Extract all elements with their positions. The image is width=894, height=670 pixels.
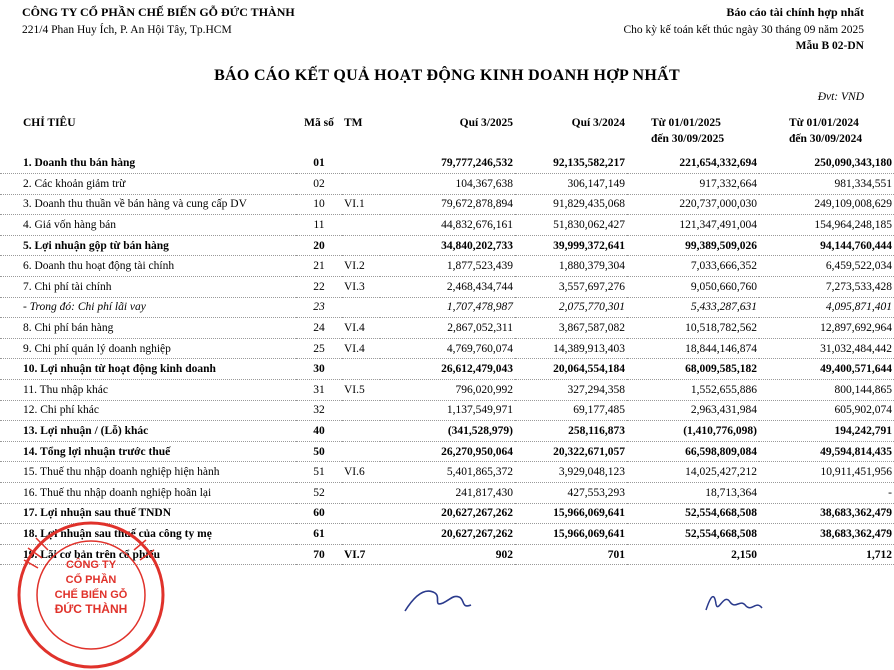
signature-mark <box>700 580 770 614</box>
currency-unit: Đvt: VND <box>817 91 864 103</box>
row-value-q3-2025: 26,612,479,043 <box>380 359 515 380</box>
row-value-ytd-2024: 10,911,451,956 <box>759 462 894 483</box>
report-type: Báo cáo tài chính hợp nhất <box>726 5 864 19</box>
row-value-q3-2024: 14,389,913,403 <box>515 338 627 359</box>
row-value-q3-2024: 1,880,379,304 <box>515 256 627 277</box>
table-row <box>0 174 894 195</box>
row-item-name: 9. Chi phí quản lý doanh nghiệp <box>0 338 296 359</box>
row-value-ytd-2024: 7,273,533,428 <box>759 277 894 298</box>
row-item-name: 6. Doanh thu hoạt động tài chính <box>0 256 296 277</box>
row-value-q3-2025: 104,367,638 <box>380 174 515 195</box>
report-title: BÁO CÁO KẾT QUẢ HOẠT ĐỘNG KINH DOANH HỢP NHẤT <box>214 67 680 84</box>
row-code: 50 <box>296 441 342 462</box>
row-value-ytd-2025: 2,150 <box>627 544 759 565</box>
reporting-period: Cho kỳ kế toán kết thúc ngày 30 tháng 09 năm 2025 <box>623 24 864 36</box>
company-address: 221/4 Phan Huy Ích, P. An Hội Tây, Tp.HCM <box>22 24 232 36</box>
row-value-q3-2025: 2,867,052,311 <box>380 318 515 339</box>
row-note <box>342 297 380 318</box>
signature-mark <box>395 575 485 615</box>
column-header-code: Mã số <box>304 117 334 129</box>
row-value-ytd-2024: 154,964,248,185 <box>759 215 894 236</box>
row-value-q3-2024: 3,929,048,123 <box>515 462 627 483</box>
row-code: 30 <box>296 359 342 380</box>
row-value-ytd-2024: 249,109,008,629 <box>759 194 894 215</box>
row-value-ytd-2024: 4,095,871,401 <box>759 297 894 318</box>
row-value-q3-2025: 20,627,267,262 <box>380 503 515 524</box>
row-code: 70 <box>296 544 342 565</box>
column-header-q3-2024: Quí 3/2024 <box>571 117 625 129</box>
table-row <box>0 400 894 421</box>
row-item-name: - Trong đó: Chi phí lãi vay <box>0 297 296 318</box>
row-value-q3-2024: 39,999,372,641 <box>515 235 627 256</box>
row-value-ytd-2025: 9,050,660,760 <box>627 277 759 298</box>
row-value-ytd-2025: 7,033,666,352 <box>627 256 759 277</box>
row-value-q3-2024: 327,294,358 <box>515 380 627 401</box>
column-header-ytd-2025 <box>627 112 759 153</box>
row-value-ytd-2025: 14,025,427,212 <box>627 462 759 483</box>
column-header-ytd-2025-line2: đến 30/09/2025 <box>651 133 725 145</box>
row-item-name: 12. Chi phí khác <box>0 400 296 421</box>
table-row <box>0 483 894 504</box>
row-note <box>342 400 380 421</box>
table-body <box>0 153 894 565</box>
table-row <box>0 297 894 318</box>
table-row <box>0 380 894 401</box>
row-item-name: 18. Lợi nhuận sau thuế của công ty mẹ <box>0 524 296 545</box>
table-row <box>0 194 894 215</box>
seal-line3: CHẾ BIẾN GỖ <box>54 589 128 601</box>
row-code: 51 <box>296 462 342 483</box>
row-item-name: 1. Doanh thu bán hàng <box>0 153 296 174</box>
row-note <box>342 441 380 462</box>
row-value-q3-2025: 902 <box>380 544 515 565</box>
row-item-name: 7. Chi phí tài chính <box>0 277 296 298</box>
row-code: 60 <box>296 503 342 524</box>
row-note <box>342 524 380 545</box>
row-value-q3-2024: 15,966,069,641 <box>515 503 627 524</box>
row-item-name: 15. Thuế thu nhập doanh nghiệp hiện hành <box>0 462 296 483</box>
row-value-ytd-2025: 10,518,782,562 <box>627 318 759 339</box>
row-value-q3-2024: 427,553,293 <box>515 483 627 504</box>
row-value-q3-2025: 796,020,992 <box>380 380 515 401</box>
row-item-name: 8. Chi phí bán hàng <box>0 318 296 339</box>
row-value-q3-2024: 258,116,873 <box>515 421 627 442</box>
row-code: 10 <box>296 194 342 215</box>
row-note <box>342 235 380 256</box>
row-value-ytd-2024: - <box>759 483 894 504</box>
row-value-ytd-2024: 605,902,074 <box>759 400 894 421</box>
row-value-q3-2025: 79,777,246,532 <box>380 153 515 174</box>
row-note: VI.4 <box>342 338 380 359</box>
row-code: 40 <box>296 421 342 442</box>
row-note: VI.6 <box>342 462 380 483</box>
row-item-name: 3. Doanh thu thuần về bán hàng và cung cấp DV <box>0 194 296 215</box>
table-row <box>0 256 894 277</box>
row-code: 20 <box>296 235 342 256</box>
row-value-ytd-2024: 38,683,362,479 <box>759 524 894 545</box>
table-row <box>0 421 894 442</box>
row-value-q3-2024: 2,075,770,301 <box>515 297 627 318</box>
row-value-ytd-2025: 68,009,585,182 <box>627 359 759 380</box>
row-value-ytd-2025: 99,389,509,026 <box>627 235 759 256</box>
row-code: 32 <box>296 400 342 421</box>
row-value-q3-2024: 15,966,069,641 <box>515 524 627 545</box>
row-item-name: 5. Lợi nhuận gộp từ bán hàng <box>0 235 296 256</box>
table-row <box>0 215 894 236</box>
table-row <box>0 338 894 359</box>
column-header-ytd-2024-line1: Từ 01/01/2024 <box>789 117 859 129</box>
row-code: 52 <box>296 483 342 504</box>
column-header-ytd-2024-line2: đến 30/09/2024 <box>789 133 863 145</box>
row-value-q3-2024: 69,177,485 <box>515 400 627 421</box>
row-value-q3-2025: 26,270,950,064 <box>380 441 515 462</box>
row-value-q3-2025: 79,672,878,894 <box>380 194 515 215</box>
row-code: 22 <box>296 277 342 298</box>
row-value-q3-2025: 1,707,478,987 <box>380 297 515 318</box>
table-row <box>0 153 894 174</box>
row-note: VI.7 <box>342 544 380 565</box>
table-row <box>0 441 894 462</box>
row-item-name: 4. Giá vốn hàng bán <box>0 215 296 236</box>
row-value-q3-2024: 20,322,671,057 <box>515 441 627 462</box>
row-value-ytd-2025: 917,332,664 <box>627 174 759 195</box>
row-value-q3-2024: 91,829,435,068 <box>515 194 627 215</box>
row-value-q3-2025: 2,468,434,744 <box>380 277 515 298</box>
row-value-ytd-2024: 194,242,791 <box>759 421 894 442</box>
row-value-ytd-2025: 18,844,146,874 <box>627 338 759 359</box>
row-value-ytd-2024: 49,400,571,644 <box>759 359 894 380</box>
row-note <box>342 359 380 380</box>
column-header-item: CHỈ TIÊU <box>23 117 76 129</box>
row-value-q3-2025: 241,817,430 <box>380 483 515 504</box>
row-value-q3-2024: 51,830,062,427 <box>515 215 627 236</box>
table-row <box>0 235 894 256</box>
column-header-q3-2025: Quí 3/2025 <box>459 117 513 129</box>
row-value-q3-2025: 4,769,760,074 <box>380 338 515 359</box>
seal-line2: CỔ PHẦN <box>65 574 117 586</box>
row-value-ytd-2024: 250,090,343,180 <box>759 153 894 174</box>
row-value-ytd-2024: 1,712 <box>759 544 894 565</box>
row-code: 31 <box>296 380 342 401</box>
row-value-ytd-2025: 121,347,491,004 <box>627 215 759 236</box>
row-note <box>342 174 380 195</box>
row-value-q3-2025: (341,528,979) <box>380 421 515 442</box>
row-value-q3-2024: 3,557,697,276 <box>515 277 627 298</box>
form-code: Mẫu B 02-DN <box>795 40 864 52</box>
row-value-ytd-2024: 981,334,551 <box>759 174 894 195</box>
row-code: 23 <box>296 297 342 318</box>
seal-line4: ĐỨC THÀNH <box>54 602 128 616</box>
row-code: 01 <box>296 153 342 174</box>
table-row <box>0 462 894 483</box>
row-value-ytd-2025: (1,410,776,098) <box>627 421 759 442</box>
row-value-q3-2025: 1,877,523,439 <box>380 256 515 277</box>
table-row <box>0 359 894 380</box>
company-seal <box>16 520 166 670</box>
row-item-name: 10. Lợi nhuận từ hoạt động kinh doanh <box>0 359 296 380</box>
row-item-name: 16. Thuế thu nhập doanh nghiệp hoãn lại <box>0 483 296 504</box>
row-item-name: 19. Lãi cơ bản trên cổ phiếu <box>0 544 296 565</box>
row-code: 25 <box>296 338 342 359</box>
row-value-ytd-2024: 6,459,522,034 <box>759 256 894 277</box>
row-note: VI.4 <box>342 318 380 339</box>
row-value-q3-2024: 306,147,149 <box>515 174 627 195</box>
row-value-ytd-2025: 52,554,668,508 <box>627 503 759 524</box>
column-header-ytd-2024 <box>759 112 894 153</box>
row-item-name: 17. Lợi nhuận sau thuế TNDN <box>0 503 296 524</box>
row-value-q3-2025: 44,832,676,161 <box>380 215 515 236</box>
row-value-ytd-2024: 800,144,865 <box>759 380 894 401</box>
row-value-q3-2024: 3,867,587,082 <box>515 318 627 339</box>
row-value-ytd-2025: 52,554,668,508 <box>627 524 759 545</box>
row-code: 61 <box>296 524 342 545</box>
row-value-q3-2025: 34,840,202,733 <box>380 235 515 256</box>
row-note: VI.1 <box>342 194 380 215</box>
row-value-ytd-2024: 12,897,692,964 <box>759 318 894 339</box>
row-value-q3-2025: 5,401,865,372 <box>380 462 515 483</box>
column-header-ytd-2025-line1: Từ 01/01/2025 <box>651 117 721 129</box>
row-code: 24 <box>296 318 342 339</box>
row-note <box>342 421 380 442</box>
row-note <box>342 153 380 174</box>
row-note <box>342 215 380 236</box>
table-row <box>0 277 894 298</box>
row-value-ytd-2025: 18,713,364 <box>627 483 759 504</box>
row-value-ytd-2024: 31,032,484,442 <box>759 338 894 359</box>
row-value-ytd-2025: 1,552,655,886 <box>627 380 759 401</box>
row-item-name: 11. Thu nhập khác <box>0 380 296 401</box>
row-value-ytd-2024: 94,144,760,444 <box>759 235 894 256</box>
row-code: 02 <box>296 174 342 195</box>
row-value-q3-2025: 20,627,267,262 <box>380 524 515 545</box>
row-value-q3-2025: 1,137,549,971 <box>380 400 515 421</box>
row-value-ytd-2025: 220,737,000,030 <box>627 194 759 215</box>
row-note: VI.3 <box>342 277 380 298</box>
row-value-ytd-2024: 49,594,814,435 <box>759 441 894 462</box>
seal-line1: CÔNG TY <box>65 559 117 571</box>
income-statement-table <box>0 112 894 565</box>
column-header-note: TM <box>344 117 363 129</box>
row-value-q3-2024: 20,064,554,184 <box>515 359 627 380</box>
row-value-q3-2024: 701 <box>515 544 627 565</box>
row-note <box>342 483 380 504</box>
table-row <box>0 318 894 339</box>
row-note: VI.5 <box>342 380 380 401</box>
row-value-q3-2024: 92,135,582,217 <box>515 153 627 174</box>
row-value-ytd-2025: 221,654,332,694 <box>627 153 759 174</box>
row-item-name: 13. Lợi nhuận / (Lỗ) khác <box>0 421 296 442</box>
row-value-ytd-2025: 2,963,431,984 <box>627 400 759 421</box>
row-note: VI.2 <box>342 256 380 277</box>
table-header-row <box>0 112 894 153</box>
row-value-ytd-2024: 38,683,362,479 <box>759 503 894 524</box>
row-value-ytd-2025: 66,598,809,084 <box>627 441 759 462</box>
row-value-ytd-2025: 5,433,287,631 <box>627 297 759 318</box>
row-item-name: 14. Tổng lợi nhuận trước thuế <box>0 441 296 462</box>
row-note <box>342 503 380 524</box>
row-code: 21 <box>296 256 342 277</box>
row-code: 11 <box>296 215 342 236</box>
row-item-name: 2. Các khoản giảm trừ <box>0 174 296 195</box>
company-name: CÔNG TY CỔ PHẦN CHẾ BIẾN GỖ ĐỨC THÀNH <box>22 5 295 19</box>
